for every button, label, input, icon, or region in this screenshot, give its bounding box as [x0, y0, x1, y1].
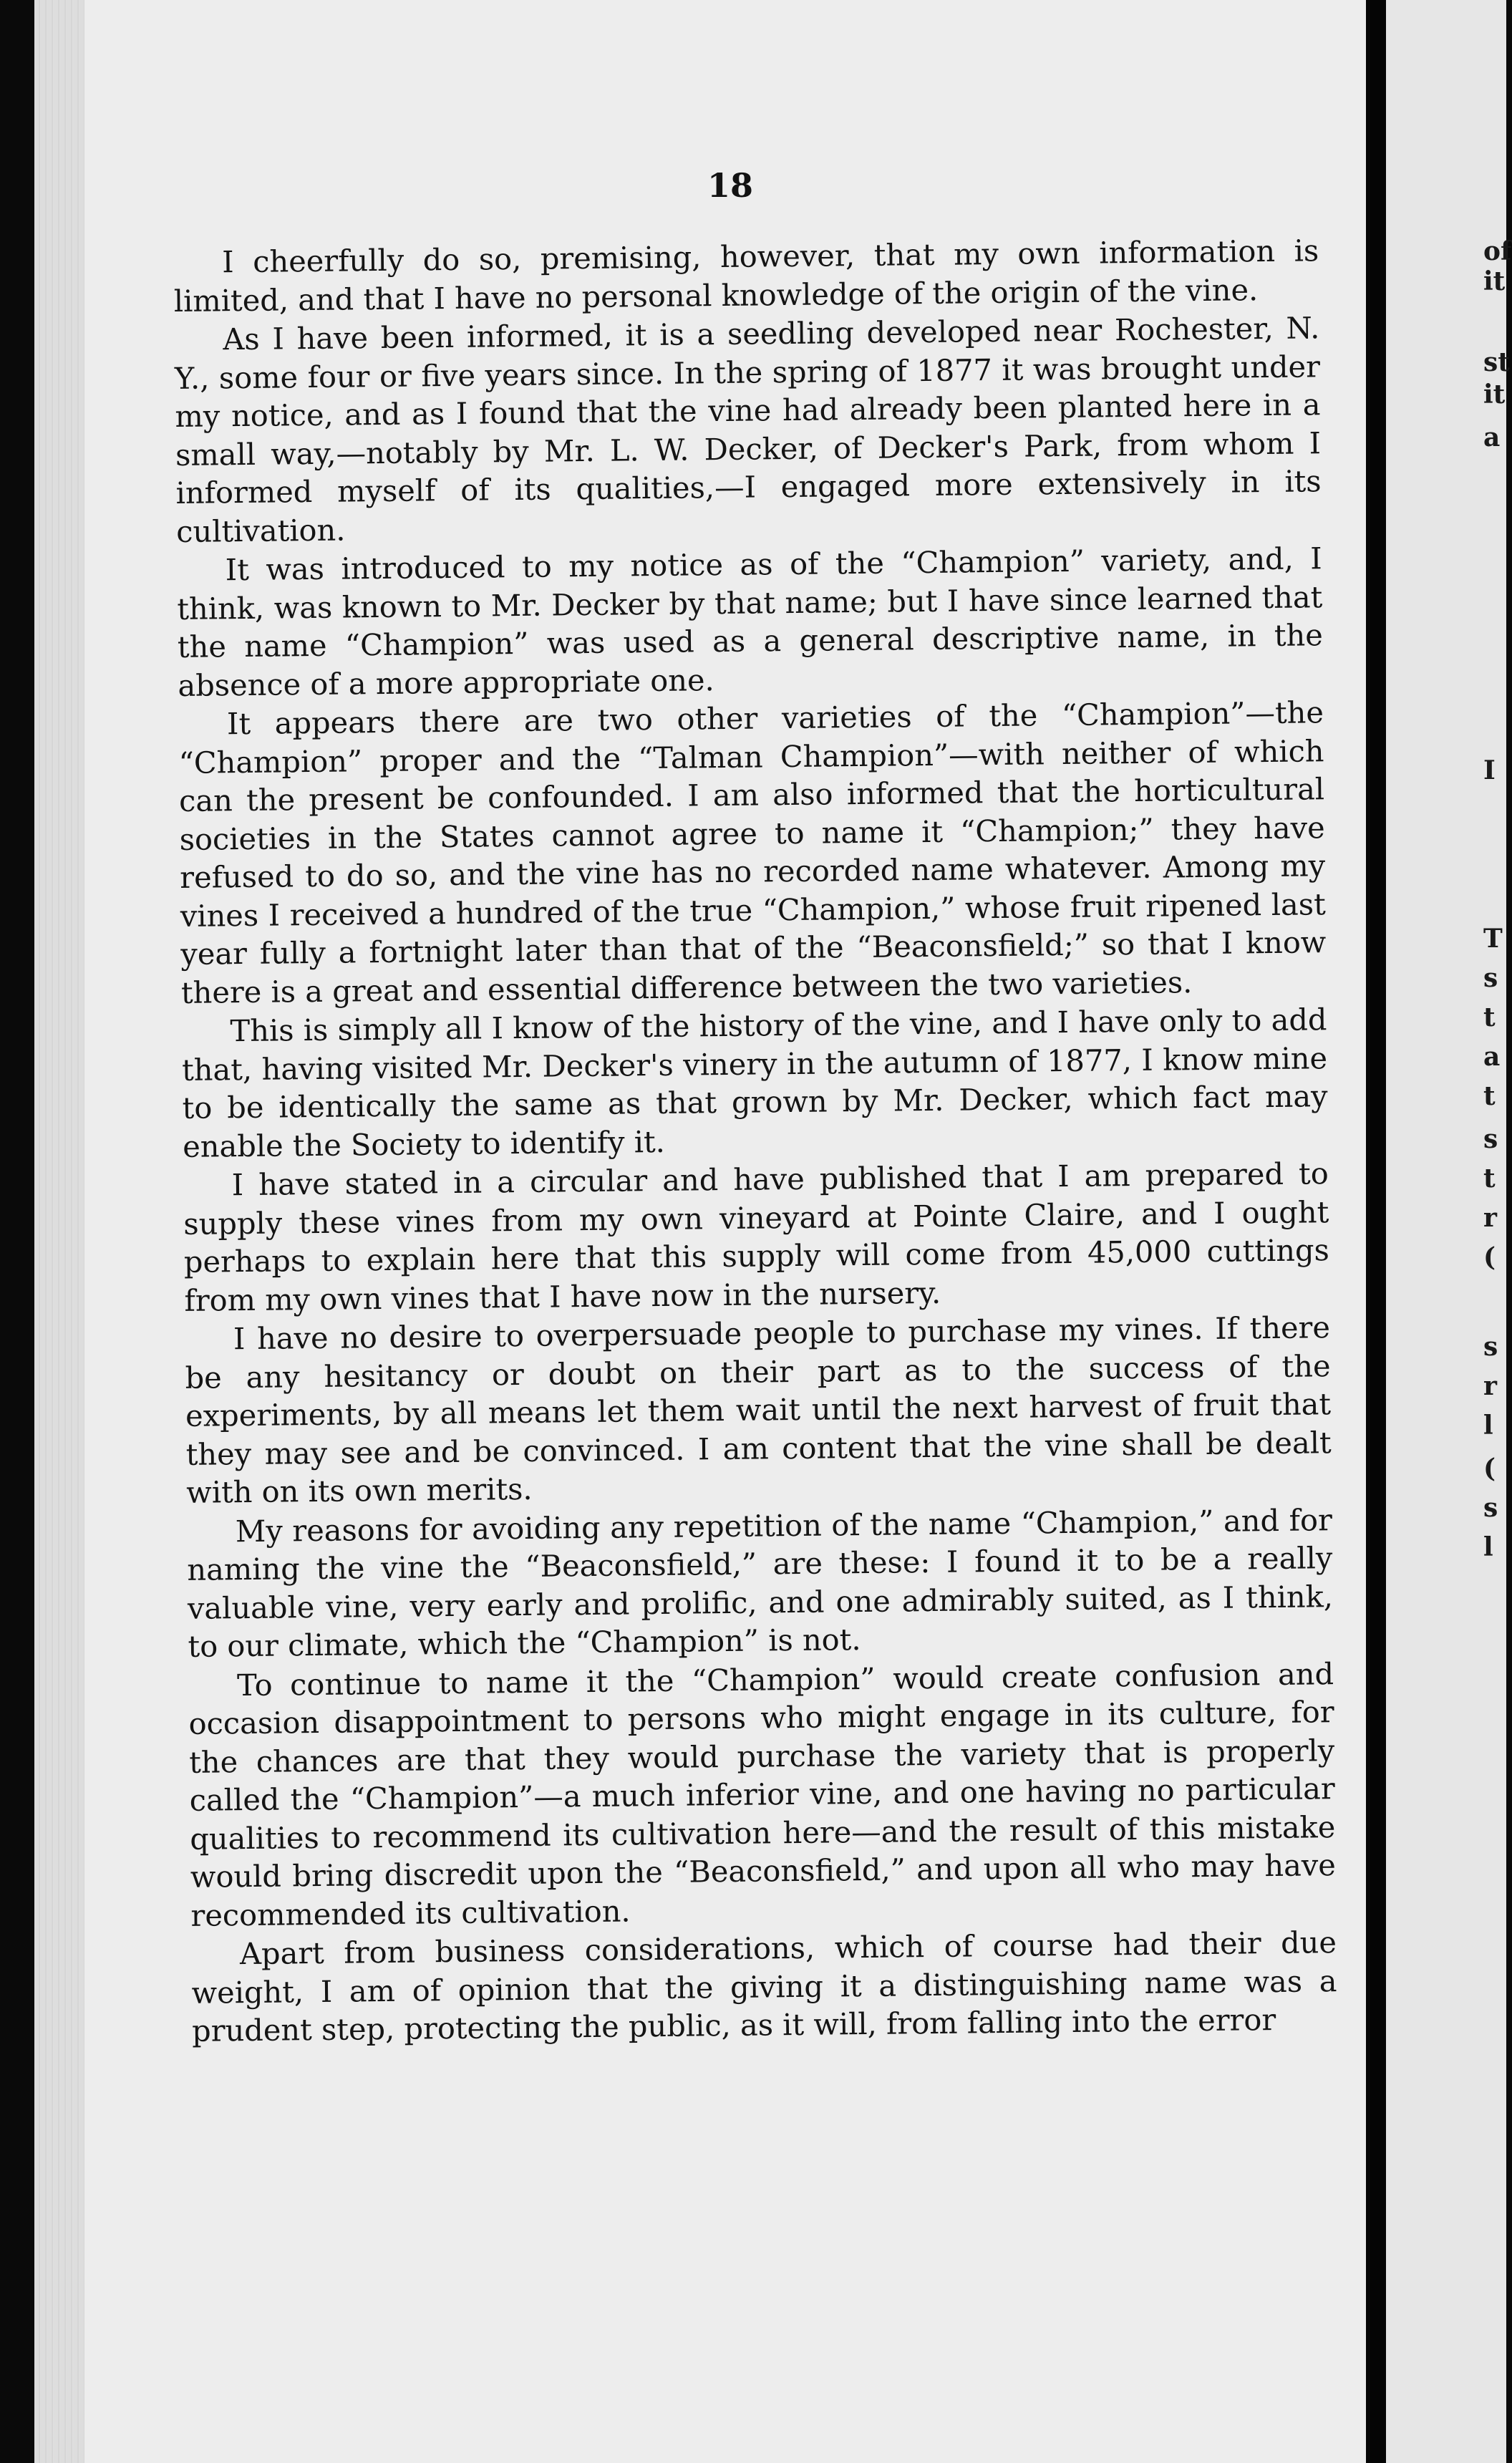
- adjacent-page-fragment: t: [1483, 1081, 1496, 1111]
- adjacent-page-fragment: s: [1483, 1493, 1498, 1523]
- paragraph: This is simply all I know of the history of the vine, and I have only to add that, having visited Mr. Decker's vinery in the autumn of 1877, I know mine to be identically the same as that grown by Mr. Decker, which fact may enable the Society to identify it.: [181, 1002, 1328, 1164]
- paragraph: I have no desire to overpersuade people to purchase my vines. If there be any hesitancy or doubt on their part as to the success of the experiments, by all means let them wait until the next harvest of fruit that they may see and be convinced. I am content that the vine shall be dealt with on its own merits.: [185, 1310, 1332, 1510]
- adjacent-page-fragment: a: [1483, 1042, 1501, 1072]
- adjacent-page-fragment: l: [1483, 1410, 1493, 1441]
- paragraph: My reasons for avoiding any repetition of the name “Champion,” and for naming the vine the “Beaconsfield,” are these: I found it to be a really valuable vine, very early and prolific, and one admirably suited, as I think, to our climate, which the “Champion” is not.: [187, 1501, 1334, 1664]
- adjacent-page-fragment: T: [1483, 924, 1503, 954]
- adjacent-page-fragment: I: [1483, 755, 1496, 785]
- adjacent-page-fragment: it: [1483, 379, 1506, 410]
- book-gutter: [1366, 0, 1386, 2463]
- adjacent-page-fragment: s: [1483, 963, 1498, 993]
- body-text: [173, 231, 1337, 2051]
- adjacent-page-fragment: t: [1483, 1002, 1496, 1032]
- adjacent-page-fragment: r: [1483, 1203, 1497, 1233]
- adjacent-page-fragment: st: [1483, 347, 1510, 377]
- adjacent-page-fragment: s: [1483, 1332, 1498, 1362]
- paragraph: To continue to name it the “Champion” would create confusion and occasion disappointment to persons who might engage in its culture, for the chances are that they would purchase the variety that is properly called the “Champion”—a much inferior vine, and one having no particular qualities to recommend its cultivation here—and the result of this mistake would bring discredit upon the “Beaconsfield,” and upon all who may have recommended its cultivation.: [188, 1655, 1337, 1933]
- adjacent-page-fragment: a: [1483, 422, 1501, 453]
- adjacent-page-fragment: r: [1483, 1371, 1497, 1401]
- adjacent-page-fragment: (: [1483, 1453, 1496, 1484]
- paragraph: I cheerfully do so, premising, however, that my own information is limited, and that I have no personal knowledge of the origin of the vine.: [173, 233, 1319, 319]
- paragraph: Apart from business considerations, which of course had their due weight, I am of opinion that the giving it a distinguishing name was a prudent step, protecting the public, as it will, from falling into the error: [191, 1925, 1337, 2048]
- adjacent-page-fragment: it: [1483, 266, 1506, 296]
- adjacent-page: [1386, 0, 1512, 2463]
- adjacent-page-fragment: of: [1483, 236, 1512, 266]
- paragraph: As I have been informed, it is a seedling developed near Rochester, N. Y., some four or five years since. In the spring of 1877 it was brought under my notice, and as I found that the vine had already been planted here in a small way,—notably by Mr. L. W. Decker, of Decker's Park, from whom I informed myself of its qualities,—I engaged more extensively in its cultivation.: [174, 310, 1322, 549]
- paragraph: I have stated in a circular and have published that I am prepared to supply these vines from my own vineyard at Pointe Claire, and I ought perhaps to explain here that this supply will come from 45,000 cuttings from my own vines that I have now in the nursery.: [183, 1156, 1330, 1318]
- page-number: 18: [707, 166, 753, 205]
- adjacent-page-fragment: s: [1483, 1124, 1498, 1154]
- paragraph: It appears there are two other varieties of the “Champion”—the “Champion” proper and the “Talman Champion”—with neither of which can the present be confounded. I am also informed that the horticultural societies in the States cannot agree to name it “Champion;” they have refused to do so, and the vine has no recorded name whatever. Among my vines I received a hundred of the true “Champion,” whose fruit ripened last year fully a fortnight later than that of the “Beaconsfield;” so that I know there is a great and essential difference between the two varieties.: [178, 695, 1327, 1010]
- adjacent-page-fragment: l: [1483, 1532, 1493, 1562]
- adjacent-page-fragment: (: [1483, 1242, 1496, 1272]
- page-stack-edge: [34, 0, 84, 2463]
- adjacent-page-fragment: t: [1483, 1163, 1496, 1194]
- paragraph: It was introduced to my notice as of the “Champion” variety, and, I think, was known to Mr. Decker by that name; but I have since learned that the name “Champion” was used as a general descriptive name, in the absence of a more appropriate one.: [177, 541, 1324, 703]
